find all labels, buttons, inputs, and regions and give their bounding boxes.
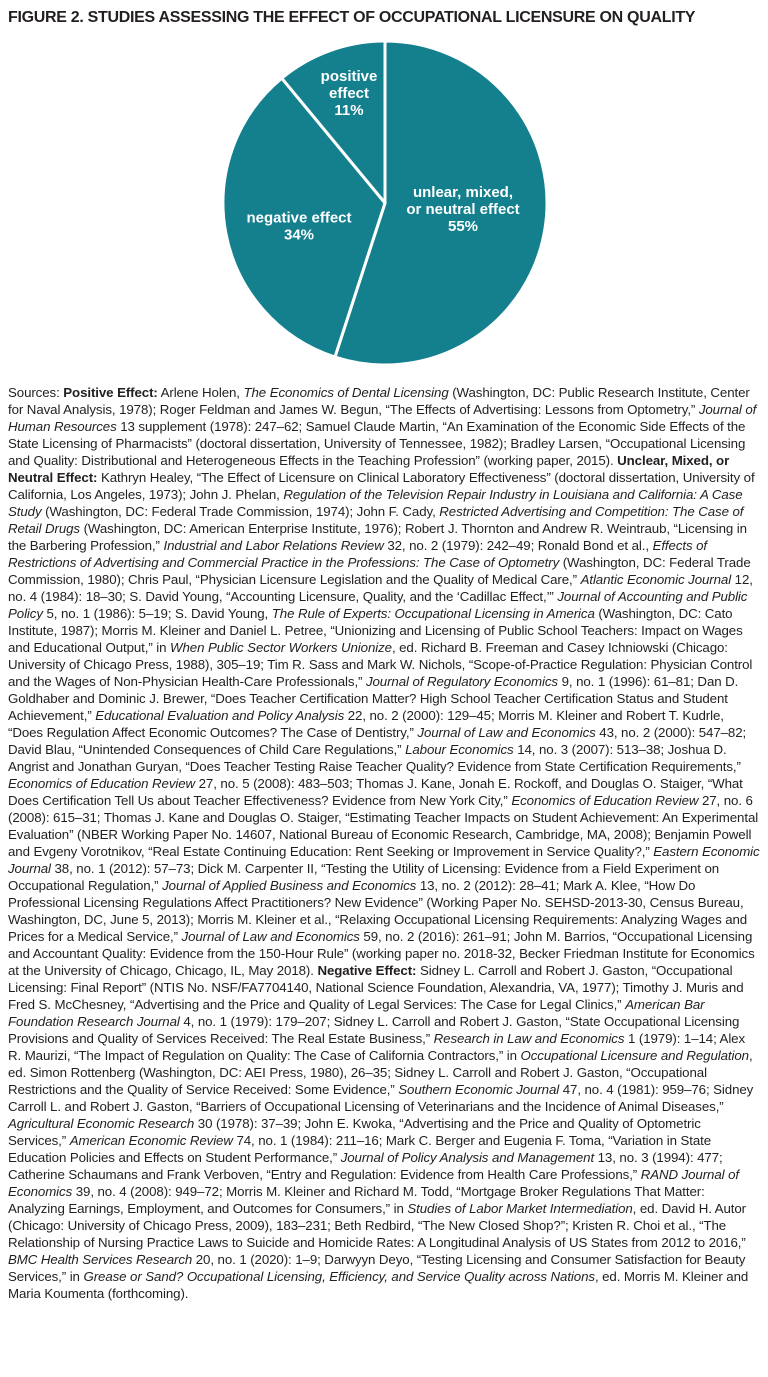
- sources-text: Journal of Accounting and Public Policy: [8, 589, 748, 622]
- sources-section-header: Positive Effect:: [63, 385, 158, 401]
- sources-text: The Economics of Dental Licensing: [243, 385, 449, 401]
- sources-text: Industrial and Labor Relations Review: [163, 538, 384, 554]
- sources-text: Effects of Restrictions of Advertising and Commercial Practice in the Professions: The Case of Optometry: [8, 538, 707, 571]
- sources-text: Grease or Sand? Occupational Licensing, Efficiency, and Service Quality across Nations: [83, 1269, 595, 1285]
- sources-text: 47, no. 4 (1981): 959–76; Sidney Carroll L. and Robert J. Gaston, “Barriers of Occupational Licensing of Veterinarians and the Incidence of Animal Diseases,”: [8, 1082, 754, 1115]
- sources-text: Agricultural Economic Research: [8, 1116, 195, 1132]
- sources-text: 14, no. 3 (2007): 513–38; Joshua D. Angrist and Jonathan Guryan, “Does Teacher Testing Raise Teacher Quality? Evidence from State Certification Requirements,”: [8, 742, 741, 775]
- figure-title: FIGURE 2. STUDIES ASSESSING THE EFFECT OF OCCUPATIONAL LICENSURE ON QUALITY: [8, 9, 696, 26]
- sources-text: Atlantic Economic Journal: [580, 572, 732, 588]
- sources-text: , ed. Simon Rottenberg (Washington, DC: AEI Press, 1980), 26–35; Sidney L. Carroll and Robert J. Gaston, “Occupational Restrictions and the Quality of Service Received: Some Evidence,”: [8, 1048, 753, 1098]
- sources-text: Arlene Holen,: [157, 385, 244, 401]
- sources-text: Sources:: [8, 385, 64, 401]
- sources-text: Journal of Law and Economics: [417, 725, 596, 741]
- sources-text: Economics of Education Review: [511, 793, 699, 809]
- sources-text: (Washington, DC: Federal Trade Commission, 1980); Chris Paul, “Physician Licensure Legislation and the Quality of Medical Care,”: [8, 555, 751, 588]
- sources-text: (Washington, DC: American Enterprise Institute, 1976); Robert J. Thornton and Andrew R. Weintraub, “Licensing in the Barbering Profession,”: [8, 521, 747, 554]
- sources-text: 13, no. 2 (2012): 28–41; Mark A. Klee, “How Do Professional Licensing Regulations Affect Practitioners? New Evidence” (Working Paper No. SEHSD-2013-30, Census Bureau, Washington, DC, June 5, 2013); Morris M. Kleiner et al., “Relaxing Occupational Licensing Requirements: Analyzing Wages and Prices for a Medical Service,”: [8, 878, 748, 945]
- sources-text: , ed. Richard B. Freeman and Casey Ichniowski (Chicago: University of Chicago Press, 1988), 305–19; Tim R. Sass and Mark W. Nichols, “Scope-of-Practice Regulation: Physician Control and the Wages of Non-Physician Health-Care Professionals,”: [8, 640, 753, 690]
- pie-slice-label: or neutral effect: [406, 201, 520, 219]
- sources-text: 4, no. 1 (1979): 179–207; Sidney L. Carroll and Robert J. Gaston, “State Occupational Licensing Provisions and Quality of Services Received: The Real Estate Business,”: [8, 1014, 740, 1047]
- sources-text: 22, no. 2 (2000): 129–45; Morris M. Kleiner and Robert T. Kudrle, “Does Regulation Affect Economic Outcomes? The Case of Dentistry,”: [8, 708, 724, 741]
- sources-text: (Washington, DC: Public Research Institute, Center for Naval Analysis, 1978); Roger Feldman and James W. Begun, “The Effects of Advertising: Lessons from Optometry,”: [8, 385, 750, 418]
- sources-text: 30 (1978): 37–39; John E. Kwoka, “Advertising and the Price and Quality of Optometric Services,”: [8, 1116, 701, 1149]
- pie-slice-label: 34%: [283, 226, 315, 244]
- sources-text: Economics of Education Review: [8, 776, 196, 792]
- pie-slice-label: positive: [320, 68, 378, 86]
- sources-text: Eastern Economic Journal: [8, 844, 760, 877]
- sources-text: Restricted Advertising and Competition: The Case of Retail Drugs: [8, 504, 744, 537]
- sources-text: 39, no. 4 (2008): 949–72; Morris M. Kleiner and Richard M. Todd, “Mortgage Broker Regulations That Matter: Analyzing Earnings, Employment, and Outcomes for Consumers,” in: [8, 1184, 705, 1217]
- sources-text: Sidney L. Carroll and Robert J. Gaston, “Occupational Licensing: Final Report” (NTIS No. NSF/FA7704140, National Science Foundation, Alexandria, VA, 1977); Timothy J. Muris and Fred S. McChesney, “Advertising and the Price and Quality of Legal Services: The Case for Legal Clinics,”: [8, 963, 744, 1013]
- pie-chart: [8, 27, 760, 372]
- sources-text: Educational Evaluation and Policy Analysis: [95, 708, 345, 724]
- pie-slice-label: effect: [328, 85, 370, 103]
- sources-text: 13 supplement (1978): 247–62; Samuel Claude Martin, “An Examination of the Economic Side Effects of the State Licensing of Pharmacists” (doctoral dissertation, University of Tennessee, 1982); Bradley Larsen, “Occupational Licensing and Quality: Distributional and Heterogeneous Effects in the Teaching Profession” (working paper, 2015).: [8, 419, 746, 469]
- sources-text: 1 (1979): 1–14; Alex R. Maurizi, “The Impact of Regulation on Quality: The Case of California Contractors,” in: [8, 1031, 746, 1064]
- sources-text: BMC Health Services Research: [8, 1252, 193, 1268]
- sources-text: 12, no. 4 (1984): 18–30; S. David Young, “Accounting Licensure, Quality, and the ‘Cadillac Effect,’”: [8, 572, 753, 605]
- pie-slice-label: unlear, mixed,: [412, 184, 514, 202]
- pie-chart-svg: [8, 27, 760, 372]
- sources-text: 5, no. 1 (1986): 5–19; S. David Young,: [42, 606, 272, 622]
- pie-slice-label: 11%: [334, 102, 364, 120]
- sources-text: (Washington, DC: Cato Institute, 1987); Morris M. Kleiner and Daniel L. Petree, “Unionizing and Licensing of Public School Teachers: Impact on Wages and Educational Output,” in: [8, 606, 743, 656]
- sources-text: 43, no. 2 (2000): 547–82; David Blau, “Unintended Consequences of Child Care Regulations,”: [8, 725, 747, 758]
- sources-text: 20, no. 1 (2020): 1–9; Darwyyn Deyo, “Testing Licensing and Consumer Satisfaction for Beauty Services,” in: [8, 1252, 746, 1285]
- sources-text: Kathryn Healey, “The Effect of Licensure on Clinical Laboratory Effectiveness” (doctoral dissertation, University of California, Los Angeles, 1973); John J. Phelan,: [8, 470, 755, 503]
- sources-text: Journal of Policy Analysis and Management: [340, 1150, 595, 1166]
- sources-text: Journal of Regulatory Economics: [365, 674, 558, 690]
- sources-section-header: Unclear, Mixed, or Neutral Effect:: [8, 453, 730, 486]
- sources-text: Labour Economics: [405, 742, 514, 758]
- sources-text: 27, no. 5 (2008): 483–503; Thomas J. Kane, Jonah E. Rockoff, and Douglas O. Staiger, “What Does Certification Tell Us about Teacher Effectiveness? Evidence from New York City,”: [8, 776, 743, 809]
- sources-section-header: Negative Effect:: [317, 963, 417, 979]
- sources-text: 27, no. 6 (2008): 615–31; Thomas J. Kane and Douglas O. Staiger, “Estimating Teacher Impacts on Student Achievement: An Experimental Evaluation” (NBER Working Paper No. 14607, National Bureau of Economic Research, Cambridge, MA, 2008); Benjamin Powell and Evgeny Vorotnikov, “Real Estate Continuing Education: Rent Seeking or Improvement in Service Quality?,”: [8, 793, 759, 860]
- sources-text: 38, no. 1 (2012): 57–73; Dick M. Carpenter II, “Testing the Utility of Licensing: Evidence from a Field Experiment on Occupational Regulation,”: [8, 861, 720, 894]
- sources-text: Occupational Licensure and Regulation: [520, 1048, 749, 1064]
- sources-text: 9, no. 1 (1996): 61–81; Dan D. Goldhaber and Dominic J. Brewer, “Does Teacher Certification Matter? High School Teacher Certification Status and Student Achievement,”: [8, 674, 739, 724]
- sources-text: Journal of Law and Economics: [181, 929, 360, 945]
- sources-text: 59, no. 2 (2016): 261–91; John M. Barrios, “Occupational Licensing and Accountant Quality: Evidence from the 150-Hour Rule” (working paper no. 2018-32, Becker Friedman Institute for Economics at the University of Chicago, Chicago, IL, May 2018).: [8, 929, 755, 979]
- sources-text: Southern Economic Journal: [398, 1082, 560, 1098]
- sources-text: Studies of Labor Market Intermediation: [407, 1201, 633, 1217]
- sources-text: Regulation of the Television Repair Industry in Louisiana and California: A Case Study: [8, 487, 743, 520]
- sources-text: American Economic Review: [69, 1133, 233, 1149]
- sources-text: When Public Sector Workers Unionize: [170, 640, 392, 656]
- sources-text: , ed. David H. Autor (Chicago: University of Chicago Press, 2009), 183–231; Beth Redbird, “The New Closed Shop?”; Kristen R. Choi et al., “The Relationship of Nursing Practice Laws to Suicide and Homicide Rates: A Longitudinal Analysis of US States from 2012 to 2016,”: [8, 1201, 746, 1251]
- sources-text: RAND Journal of Economics: [8, 1167, 739, 1200]
- pie-slice-label: negative effect: [246, 209, 352, 227]
- sources-text: 74, no. 1 (1984): 211–16; Mark C. Berger and Eugenia F. Toma, “Variation in State Education Policies and Effects on Student Performance,”: [8, 1133, 712, 1166]
- sources-text: (Washington, DC: Federal Trade Commission, 1974); John F. Cady,: [41, 504, 440, 520]
- pie-slice-label: 55%: [447, 218, 479, 236]
- sources-text: 13, no. 3 (1994): 477; Catherine Schaumans and Frank Verboven, “Entry and Regulation: Evidence from Health Care Professions,”: [8, 1150, 723, 1183]
- sources-text: Research in Law and Economics: [433, 1031, 625, 1047]
- sources-text: 32, no. 2 (1979): 242–49; Ronald Bond et al.,: [383, 538, 653, 554]
- sources-text: Journal of Human Resources: [8, 402, 757, 435]
- sources-text: American Bar Foundation Research Journal: [8, 997, 705, 1030]
- sources-text: The Rule of Experts: Occupational Licensing in America: [271, 606, 595, 622]
- sources-text: Journal of Applied Business and Economics: [162, 878, 417, 894]
- sources-paragraph: [8, 384, 760, 1302]
- sources-text: , ed. Morris M. Kleiner and Maria Koumenta (forthcoming).: [8, 1269, 749, 1302]
